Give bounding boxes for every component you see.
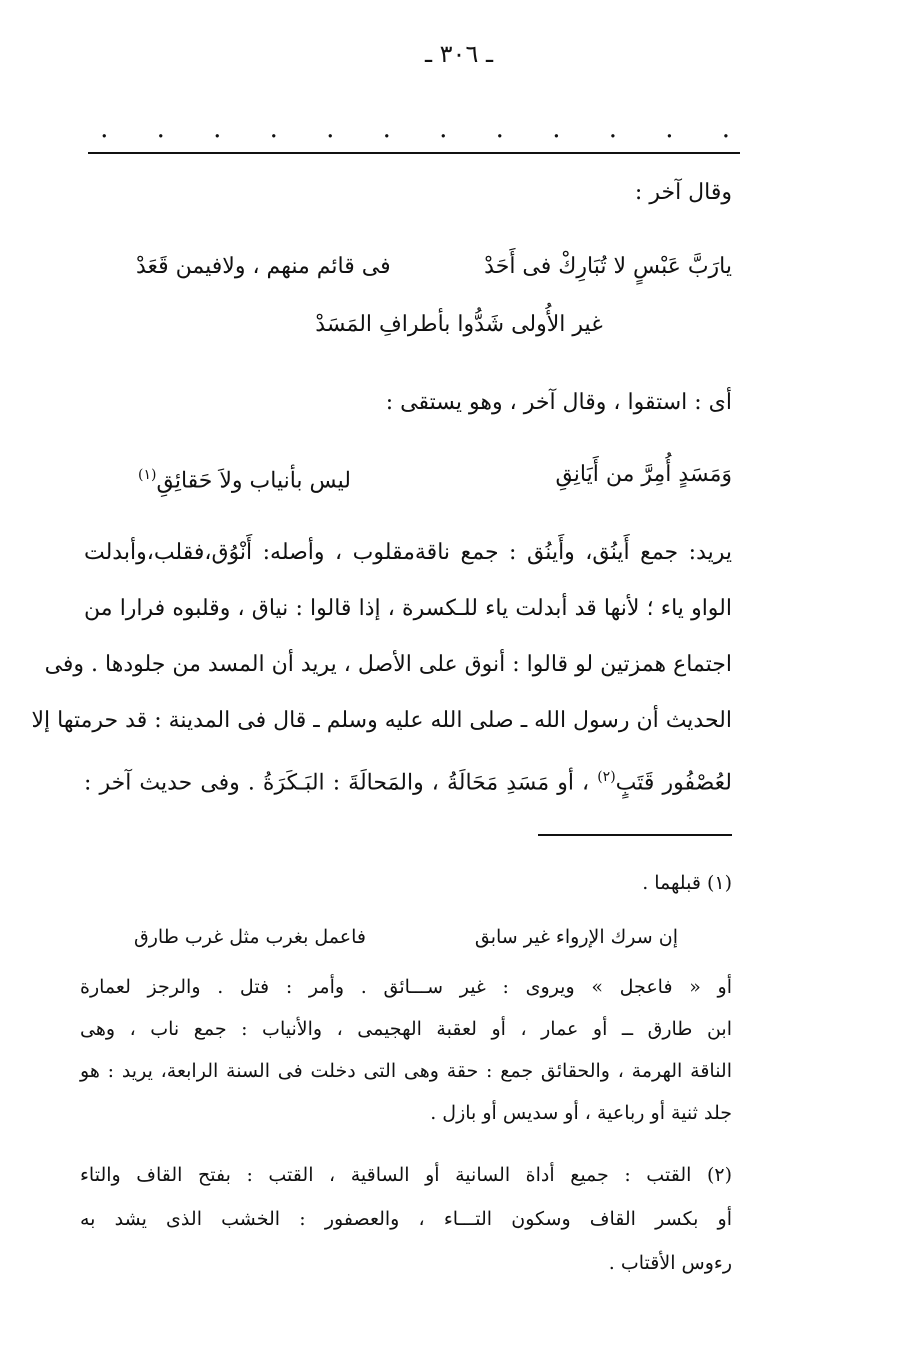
intro-line: أى : استقوا ، وقال آخر ، وهو يستقى : <box>385 390 732 415</box>
header-rule <box>88 152 740 154</box>
verse-first-half: يارَبَّ عَبْسٍ لا تُبَارِكْ فى أَحَدْ <box>484 254 732 279</box>
paragraph-line: الواو ياء ؛ لأنها قد أبدلت ياء للـكسرة ، إذا قالوا : نياق ، وقلبوه فرارا من <box>84 596 732 621</box>
separator-dot: . <box>326 114 335 144</box>
paragraph-line: الحديث أن رسول الله ـ صلى الله عليه وسلم ـ قال فى المدينة : قد حرمتها إلا <box>31 708 732 733</box>
footnote-line: الناقة الهرمة ، والحقائق جمع : حقة وهى التى دخلت فى السنة الرابعة، يريد : هو <box>80 1060 732 1082</box>
separator-dot: . <box>213 114 222 144</box>
separator-dot: . <box>495 114 504 144</box>
footnote-ref: (٢) <box>597 769 616 785</box>
paragraph-line <box>84 762 732 798</box>
footnote-line: رءوس الأقتاب . <box>608 1252 732 1274</box>
intro-line: وقال آخر : <box>634 180 732 205</box>
paragraph-text: لعُصْفُور قَتَبٍ <box>615 770 732 796</box>
footnote-label: (١) قبلهما . <box>642 872 732 894</box>
separator-dot: . <box>156 114 165 144</box>
footnote-rule <box>538 834 732 836</box>
verse-first-half: وَمَسَدٍ أُمِرَّ من أَيَانِقِ <box>555 462 732 487</box>
footnote-line: جلد ثنية أو رباعية ، أو سديس أو بازل . <box>430 1102 732 1124</box>
verse-second-half <box>138 460 351 496</box>
footnote-verse-second-half: فاعمل بغرب مثل غرب طارق <box>134 926 366 948</box>
footnote-line: أو « فاعجل » ويروى : غير ســـائق . وأمر : فتل . والرجز لعمارة <box>80 976 732 998</box>
separator-dot: . <box>100 114 109 144</box>
footnote-line: أو بكسر القاف وسكون التـــاء ، والعصفور : الخشب الذى يشد به <box>80 1208 732 1230</box>
paragraph-line: يريد: جمع أَينُق، وأَينُق : جمع ناقةمقلوب ، وأصله: أَنْوُق،فقلب،وأبدلت <box>84 540 732 565</box>
separator-dots <box>100 116 730 142</box>
separator-dot: . <box>552 114 561 144</box>
footnote-line: (٢) القتب : جميع أداة السانية أو الساقية ، القتب : بفتح القاف والتاء <box>80 1164 732 1186</box>
separator-dot: . <box>608 114 617 144</box>
separator-dot: . <box>439 114 448 144</box>
separator-dot: . <box>721 114 730 144</box>
paragraph-line: اجتماع همزتين لو قالوا : أنوق على الأصل ، يريد أن المسد من جلودها . وفى <box>44 652 732 677</box>
separator-dot: . <box>382 114 391 144</box>
verse-third-line: غير الأُولى شَدُّوا بأطرافِ المَسَدْ <box>315 312 603 337</box>
separator-dot: . <box>665 114 674 144</box>
verse-second-half: فى قائم منهم ، ولافيمن قَعَدْ <box>136 254 391 279</box>
verse-second-half-text: ليس بأنياب ولاَ حَقائِقِ <box>156 468 351 494</box>
footnote-line: ابن طارق ــ أو عمار ، أو لعقبة الهجيمى ، والأنياب : جمع ناب ، وهى <box>80 1018 732 1040</box>
separator-dot: . <box>269 114 278 144</box>
footnote-ref: (١) <box>138 467 157 483</box>
page-number: ـ ٣٠٦ ـ <box>424 40 493 68</box>
footnote-verse-first-half: إن سرك الإرواء غير سابق <box>474 926 678 948</box>
paragraph-text: ، أو مَسَدِ مَحَالَةُ ، والمَحالَةَ : البَـكَرَةُ . وفى حديث آخر : <box>84 770 598 796</box>
